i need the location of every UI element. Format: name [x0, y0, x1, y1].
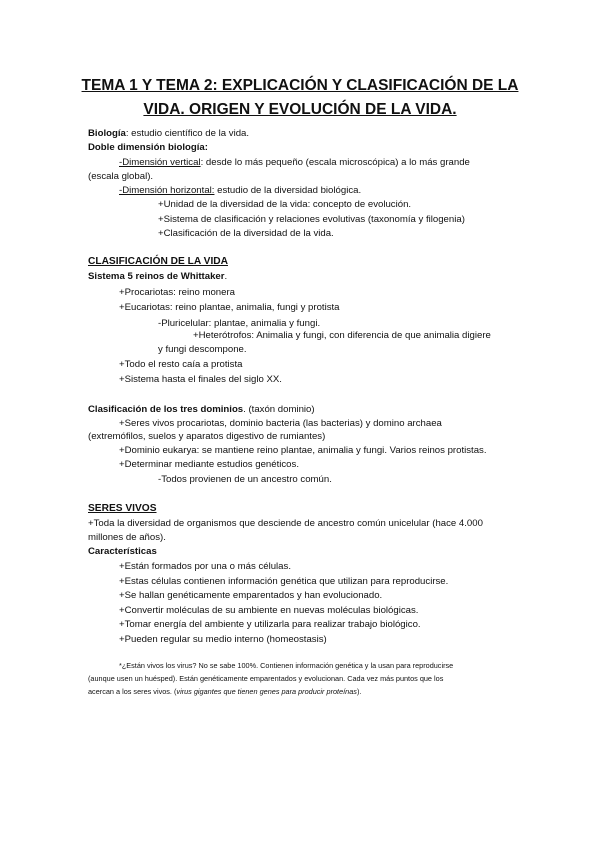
caracteristicas-label: Características: [88, 546, 157, 557]
dimension-vertical: [119, 157, 470, 169]
document-title: [60, 74, 540, 122]
dimension-horizontal-text: estudio de la diversidad biológica.: [214, 185, 362, 196]
dominios-line-3: +Determinar mediante estudios genéticos.: [119, 459, 299, 470]
sistema-5-reinos: [88, 271, 227, 283]
clasificacion-line-3: -Pluricelular: plantae, animalia y fungi.: [158, 318, 321, 329]
clasificacion-line-4b: y fungi descompone.: [158, 344, 247, 355]
clasificacion-line-1: +Procariotas: reino monera: [119, 287, 235, 298]
footnote-line-3-a: acercan a los seres vivos. (: [88, 687, 177, 696]
biologia-text: : estudio científico de la vida.: [125, 128, 250, 139]
seres-vivos-heading: SERES VIVOS: [88, 503, 157, 514]
footnote-line-3-italic: virus gigantes que tienen genes para producir proteínas: [176, 687, 357, 696]
caracteristica-6: +Pueden regular su medio interno (homeostasis): [119, 634, 327, 645]
biologia-label: Biología: [88, 128, 126, 139]
clasificacion-line-5: +Todo el resto caía a protista: [119, 359, 243, 370]
caracteristica-1: +Están formados por una o más células.: [119, 561, 291, 572]
clasificacion-line-4: +Heterótrofos: Animalia y fungi, con diferencia de que animalia digiere: [193, 330, 491, 341]
dimension-vertical-text: : desde lo más pequeño (escala microscópica) a lo más grande: [200, 157, 470, 168]
intro-bullet-3: +Clasificación de la diversidad de la vida.: [158, 228, 334, 239]
footnote-line-3: [88, 686, 361, 697]
dominios-line-1b: (extremófilos, suelos y aparatos digestivo de rumiantes): [88, 431, 326, 442]
intro-bullet-1: +Unidad de la diversidad de la vida: concepto de evolución.: [158, 199, 412, 210]
dimension-horizontal: [119, 185, 361, 197]
seres-vivos-line-1b: millones de años).: [88, 532, 166, 543]
footnote-line-2: (aunque usen un huésped). Están genéticamente emparentados y evolucionan. Cada vez más puntos que los: [88, 674, 444, 683]
caracteristica-3: +Se hallan genéticamente emparentados y han evolucionado.: [119, 590, 383, 601]
tres-dominios-label: Clasificación de los tres dominios: [88, 404, 244, 415]
tres-dominios-text: . (taxón dominio): [243, 404, 315, 415]
sistema-5-end: .: [224, 271, 228, 282]
sistema-5-label: Sistema 5 reinos de Whittaker: [88, 271, 225, 282]
caracteristica-2: +Estas células contienen información genética que utilizan para reproducirse.: [119, 576, 449, 587]
clasificacion-line-2: +Eucariotas: reino plantae, animalia, fungi y protista: [119, 302, 340, 313]
caracteristica-4: +Convertir moléculas de su ambiente en nuevas moléculas biológicas.: [119, 605, 419, 616]
tres-dominios: [88, 404, 315, 416]
caracteristica-5: +Tomar energía del ambiente y utilizarla para realizar trabajo biológico.: [119, 619, 421, 630]
footnote-line-1: *¿Están vivos los virus? No se sabe 100%. Contienen información genética y la usan para reproducirse: [119, 661, 454, 670]
dominios-line-2: +Dominio eukarya: se mantiene reino plantae, animalia y fungi. Varios reinos protistas.: [119, 445, 487, 456]
clasificacion-heading: CLASIFICACIÓN DE LA VIDA: [88, 256, 228, 267]
doble-dimension-label: Doble dimensión biología:: [88, 142, 208, 153]
clasificacion-line-6: +Sistema hasta el finales del siglo XX.: [119, 374, 282, 385]
dimension-vertical-label: -Dimensión vertical: [119, 157, 201, 168]
dimension-horizontal-label: -Dimensión horizontal:: [119, 185, 215, 196]
seres-vivos-line-1: +Toda la diversidad de organismos que desciende de ancestro común unicelular (hace 4.000: [88, 518, 483, 529]
title-line-2: VIDA. ORIGEN Y EVOLUCIÓN DE LA VIDA.: [143, 101, 457, 118]
dimension-vertical-cont: (escala global).: [88, 171, 154, 182]
dominios-line-1: +Seres vivos procariotas, dominio bacteria (las bacterias) y domino archaea: [119, 418, 442, 429]
footnote-line-3-b: ).: [356, 687, 362, 696]
intro-bullet-2: +Sistema de clasificación y relaciones evolutivas (taxonomía y filogenia): [158, 214, 465, 225]
title-line-1: TEMA 1 Y TEMA 2: EXPLICACIÓN Y CLASIFICACIÓN DE LA: [81, 77, 519, 94]
dominios-line-4: -Todos provienen de un ancestro común.: [158, 474, 332, 485]
biologia-definition: [88, 128, 249, 140]
